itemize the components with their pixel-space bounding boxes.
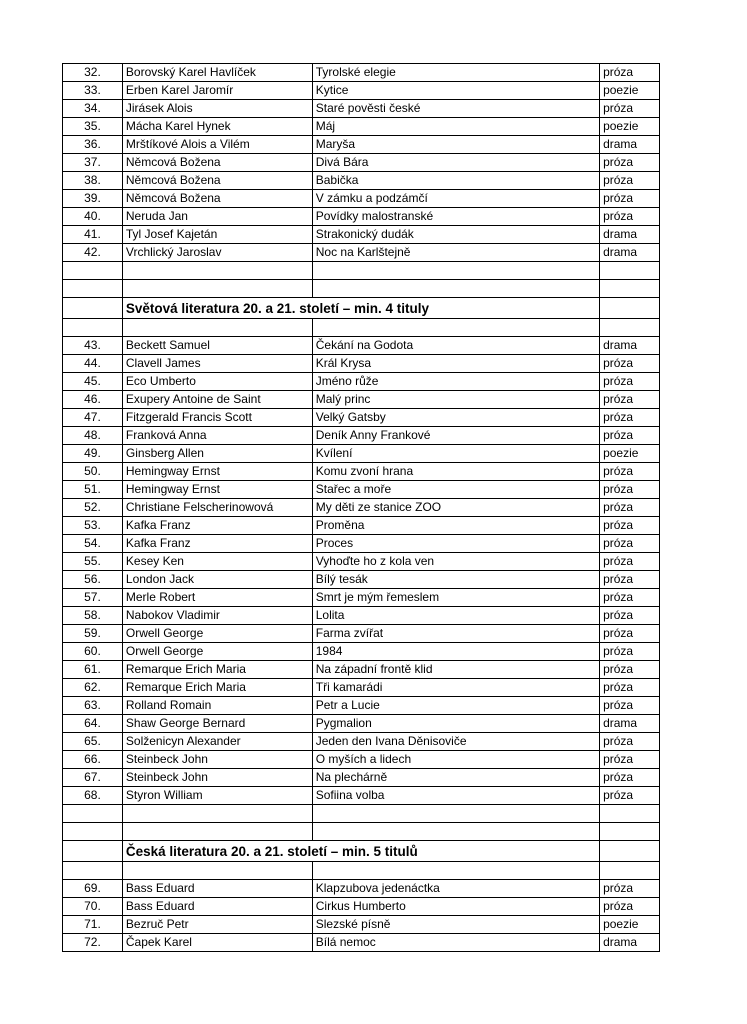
genre-cell: próza <box>600 517 660 535</box>
row-number: 61. <box>63 661 123 679</box>
author-cell: Franková Anna <box>122 427 312 445</box>
row-number: 53. <box>63 517 123 535</box>
title-cell: Povídky malostranské <box>312 208 599 226</box>
row-number: 48. <box>63 427 123 445</box>
genre-cell: próza <box>600 880 660 898</box>
title-cell: Strakonický dudák <box>312 226 599 244</box>
row-number: 39. <box>63 190 123 208</box>
blank-row <box>63 319 660 337</box>
genre-cell: próza <box>600 391 660 409</box>
author-cell: Borovský Karel Havlíček <box>122 64 312 82</box>
table-row <box>63 589 660 607</box>
row-number: 56. <box>63 571 123 589</box>
genre-cell: próza <box>600 499 660 517</box>
title-cell: Jeden den Ivana Děnisoviče <box>312 733 599 751</box>
author-cell: Vrchlický Jaroslav <box>122 244 312 262</box>
row-number: 49. <box>63 445 123 463</box>
table-row <box>63 208 660 226</box>
row-number: 32. <box>63 64 123 82</box>
author-cell: Kesey Ken <box>122 553 312 571</box>
author-cell: Orwell George <box>122 625 312 643</box>
row-number: 41. <box>63 226 123 244</box>
row-number: 35. <box>63 118 123 136</box>
genre-cell: drama <box>600 226 660 244</box>
genre-cell: próza <box>600 64 660 82</box>
title-cell: Kytice <box>312 82 599 100</box>
title-cell: Velký Gatsby <box>312 409 599 427</box>
blank-row <box>63 805 660 823</box>
genre-cell: próza <box>600 697 660 715</box>
blank-row <box>63 862 660 880</box>
table-row <box>63 715 660 733</box>
author-cell: Němcová Božena <box>122 172 312 190</box>
genre-cell: próza <box>600 373 660 391</box>
row-number: 52. <box>63 499 123 517</box>
author-cell: Hemingway Ernst <box>122 463 312 481</box>
genre-cell: drama <box>600 244 660 262</box>
title-cell: O myších a lidech <box>312 751 599 769</box>
genre-cell: próza <box>600 625 660 643</box>
row-number: 37. <box>63 154 123 172</box>
author-cell: Merle Robert <box>122 589 312 607</box>
row-number: 42. <box>63 244 123 262</box>
row-number: 55. <box>63 553 123 571</box>
title-cell: Noc na Karlštejně <box>312 244 599 262</box>
author-cell: Beckett Samuel <box>122 337 312 355</box>
title-cell: Babička <box>312 172 599 190</box>
author-cell: Fitzgerald Francis Scott <box>122 409 312 427</box>
author-cell: Bezruč Petr <box>122 916 312 934</box>
title-cell: Král Krysa <box>312 355 599 373</box>
table-row <box>63 118 660 136</box>
genre-cell: poezie <box>600 916 660 934</box>
row-number: 66. <box>63 751 123 769</box>
title-cell: Stařec a moře <box>312 481 599 499</box>
title-cell: V zámku a podzámčí <box>312 190 599 208</box>
blank-row <box>63 280 660 298</box>
genre-cell: drama <box>600 337 660 355</box>
author-cell: Čapek Karel <box>122 934 312 952</box>
row-number: 33. <box>63 82 123 100</box>
table-row <box>63 82 660 100</box>
table-row <box>63 607 660 625</box>
title-cell: 1984 <box>312 643 599 661</box>
genre-cell: próza <box>600 607 660 625</box>
blank-row <box>63 262 660 280</box>
title-cell: Tyrolské elegie <box>312 64 599 82</box>
title-cell: Petr a Lucie <box>312 697 599 715</box>
row-number: 67. <box>63 769 123 787</box>
author-cell: Exupery Antoine de Saint <box>122 391 312 409</box>
table-row <box>63 697 660 715</box>
genre-cell: drama <box>600 715 660 733</box>
author-cell: Hemingway Ernst <box>122 481 312 499</box>
title-cell: Proměna <box>312 517 599 535</box>
genre-cell: próza <box>600 427 660 445</box>
row-number: 50. <box>63 463 123 481</box>
title-cell: My děti ze stanice ZOO <box>312 499 599 517</box>
title-cell: Klapzubova jedenáctka <box>312 880 599 898</box>
author-cell: Clavell James <box>122 355 312 373</box>
genre-cell: poezie <box>600 82 660 100</box>
row-number: 69. <box>63 880 123 898</box>
table-row <box>63 427 660 445</box>
genre-cell: próza <box>600 553 660 571</box>
table-row <box>63 898 660 916</box>
row-number: 43. <box>63 337 123 355</box>
genre-cell: próza <box>600 355 660 373</box>
title-cell: Sofiina volba <box>312 787 599 805</box>
title-cell: Staré pověsti české <box>312 100 599 118</box>
genre-cell: próza <box>600 409 660 427</box>
table-row <box>63 535 660 553</box>
genre-cell: próza <box>600 100 660 118</box>
author-cell: Christiane Felscherinowová <box>122 499 312 517</box>
genre-cell: próza <box>600 643 660 661</box>
title-cell: Deník Anny Frankové <box>312 427 599 445</box>
group-world-literature <box>63 337 660 805</box>
table-row <box>63 643 660 661</box>
row-number: 36. <box>63 136 123 154</box>
title-cell: Komu zvoní hrana <box>312 463 599 481</box>
table-row <box>63 154 660 172</box>
author-cell: Eco Umberto <box>122 373 312 391</box>
author-cell: Steinbeck John <box>122 751 312 769</box>
table-row <box>63 481 660 499</box>
table-row <box>63 769 660 787</box>
table-row <box>63 172 660 190</box>
row-number: 40. <box>63 208 123 226</box>
title-cell: Bílý tesák <box>312 571 599 589</box>
title-cell: Smrt je mým řemeslem <box>312 589 599 607</box>
title-cell: Slezské písně <box>312 916 599 934</box>
table-row <box>63 499 660 517</box>
genre-cell: drama <box>600 934 660 952</box>
section-title-czech: Česká literatura 20. a 21. století – min. 5 titulů <box>122 841 599 862</box>
title-cell: Máj <box>312 118 599 136</box>
author-cell: Jirásek Alois <box>122 100 312 118</box>
author-cell: Orwell George <box>122 643 312 661</box>
group-19th-century <box>63 64 660 262</box>
title-cell: Tři kamarádi <box>312 679 599 697</box>
table-row <box>63 571 660 589</box>
author-cell: Shaw George Bernard <box>122 715 312 733</box>
row-number: 59. <box>63 625 123 643</box>
row-number: 51. <box>63 481 123 499</box>
table-row <box>63 355 660 373</box>
spacer-group <box>63 805 660 880</box>
row-number: 70. <box>63 898 123 916</box>
row-number: 62. <box>63 679 123 697</box>
author-cell: Nabokov Vladimir <box>122 607 312 625</box>
author-cell: Neruda Jan <box>122 208 312 226</box>
author-cell: Bass Eduard <box>122 898 312 916</box>
author-cell: Remarque Erich Maria <box>122 679 312 697</box>
table-row <box>63 391 660 409</box>
row-number: 68. <box>63 787 123 805</box>
genre-cell: poezie <box>600 118 660 136</box>
author-cell: Erben Karel Jaromír <box>122 82 312 100</box>
author-cell: Solženicyn Alexander <box>122 733 312 751</box>
genre-cell: próza <box>600 208 660 226</box>
title-cell: Čekání na Godota <box>312 337 599 355</box>
table-row <box>63 463 660 481</box>
genre-cell: próza <box>600 751 660 769</box>
table-row <box>63 409 660 427</box>
table-row <box>63 625 660 643</box>
blank-row <box>63 823 660 841</box>
title-cell: Divá Bára <box>312 154 599 172</box>
genre-cell: próza <box>600 481 660 499</box>
group-czech-literature <box>63 880 660 952</box>
title-cell: Vyhoďte ho z kola ven <box>312 553 599 571</box>
table-row <box>63 64 660 82</box>
table-row <box>63 226 660 244</box>
section-header-row <box>63 298 660 319</box>
author-cell: Rolland Romain <box>122 697 312 715</box>
table-row <box>63 244 660 262</box>
author-cell: Remarque Erich Maria <box>122 661 312 679</box>
genre-cell: próza <box>600 661 660 679</box>
author-cell: Styron William <box>122 787 312 805</box>
row-number: 60. <box>63 643 123 661</box>
section-title-world: Světová literatura 20. a 21. století – min. 4 tituly <box>122 298 599 319</box>
table-row <box>63 445 660 463</box>
row-number: 65. <box>63 733 123 751</box>
author-cell: Mrštíkové Alois a Vilém <box>122 136 312 154</box>
genre-cell: próza <box>600 172 660 190</box>
section-header-row <box>63 841 660 862</box>
table-row <box>63 190 660 208</box>
title-cell: Na plechárně <box>312 769 599 787</box>
table-row <box>63 733 660 751</box>
row-number: 34. <box>63 100 123 118</box>
row-number: 71. <box>63 916 123 934</box>
table-row <box>63 679 660 697</box>
table-row <box>63 916 660 934</box>
table-row <box>63 337 660 355</box>
title-cell: Jméno růže <box>312 373 599 391</box>
row-number: 58. <box>63 607 123 625</box>
row-number: 45. <box>63 373 123 391</box>
row-number: 47. <box>63 409 123 427</box>
genre-cell: próza <box>600 463 660 481</box>
table-row <box>63 517 660 535</box>
author-cell: Kafka Franz <box>122 535 312 553</box>
genre-cell: próza <box>600 898 660 916</box>
author-cell: Kafka Franz <box>122 517 312 535</box>
title-cell: Kvílení <box>312 445 599 463</box>
table-row <box>63 880 660 898</box>
genre-cell: próza <box>600 571 660 589</box>
author-cell: Steinbeck John <box>122 769 312 787</box>
row-number: 63. <box>63 697 123 715</box>
author-cell: Němcová Božena <box>122 154 312 172</box>
genre-cell: drama <box>600 136 660 154</box>
genre-cell: poezie <box>600 445 660 463</box>
reading-list-table <box>62 63 660 952</box>
table-row <box>63 373 660 391</box>
table-row <box>63 787 660 805</box>
title-cell: Pygmalion <box>312 715 599 733</box>
row-number: 38. <box>63 172 123 190</box>
genre-cell: próza <box>600 154 660 172</box>
author-cell: Tyl Josef Kajetán <box>122 226 312 244</box>
table-row <box>63 553 660 571</box>
genre-cell: próza <box>600 190 660 208</box>
title-cell: Maryša <box>312 136 599 154</box>
title-cell: Na západní frontě klid <box>312 661 599 679</box>
row-number: 44. <box>63 355 123 373</box>
genre-cell: próza <box>600 787 660 805</box>
author-cell: Mácha Karel Hynek <box>122 118 312 136</box>
author-cell: Němcová Božena <box>122 190 312 208</box>
author-cell: Ginsberg Allen <box>122 445 312 463</box>
row-number: 64. <box>63 715 123 733</box>
title-cell: Lolita <box>312 607 599 625</box>
row-number: 72. <box>63 934 123 952</box>
table-row <box>63 661 660 679</box>
title-cell: Cirkus Humberto <box>312 898 599 916</box>
genre-cell: próza <box>600 769 660 787</box>
table-row <box>63 934 660 952</box>
row-number: 46. <box>63 391 123 409</box>
title-cell: Farma zvířat <box>312 625 599 643</box>
author-cell: Bass Eduard <box>122 880 312 898</box>
table-row <box>63 751 660 769</box>
author-cell: London Jack <box>122 571 312 589</box>
row-number: 57. <box>63 589 123 607</box>
genre-cell: próza <box>600 679 660 697</box>
row-number: 54. <box>63 535 123 553</box>
genre-cell: próza <box>600 733 660 751</box>
table-row <box>63 136 660 154</box>
table-row <box>63 100 660 118</box>
spacer-group <box>63 262 660 337</box>
genre-cell: próza <box>600 589 660 607</box>
title-cell: Proces <box>312 535 599 553</box>
genre-cell: próza <box>600 535 660 553</box>
title-cell: Bílá nemoc <box>312 934 599 952</box>
title-cell: Malý princ <box>312 391 599 409</box>
